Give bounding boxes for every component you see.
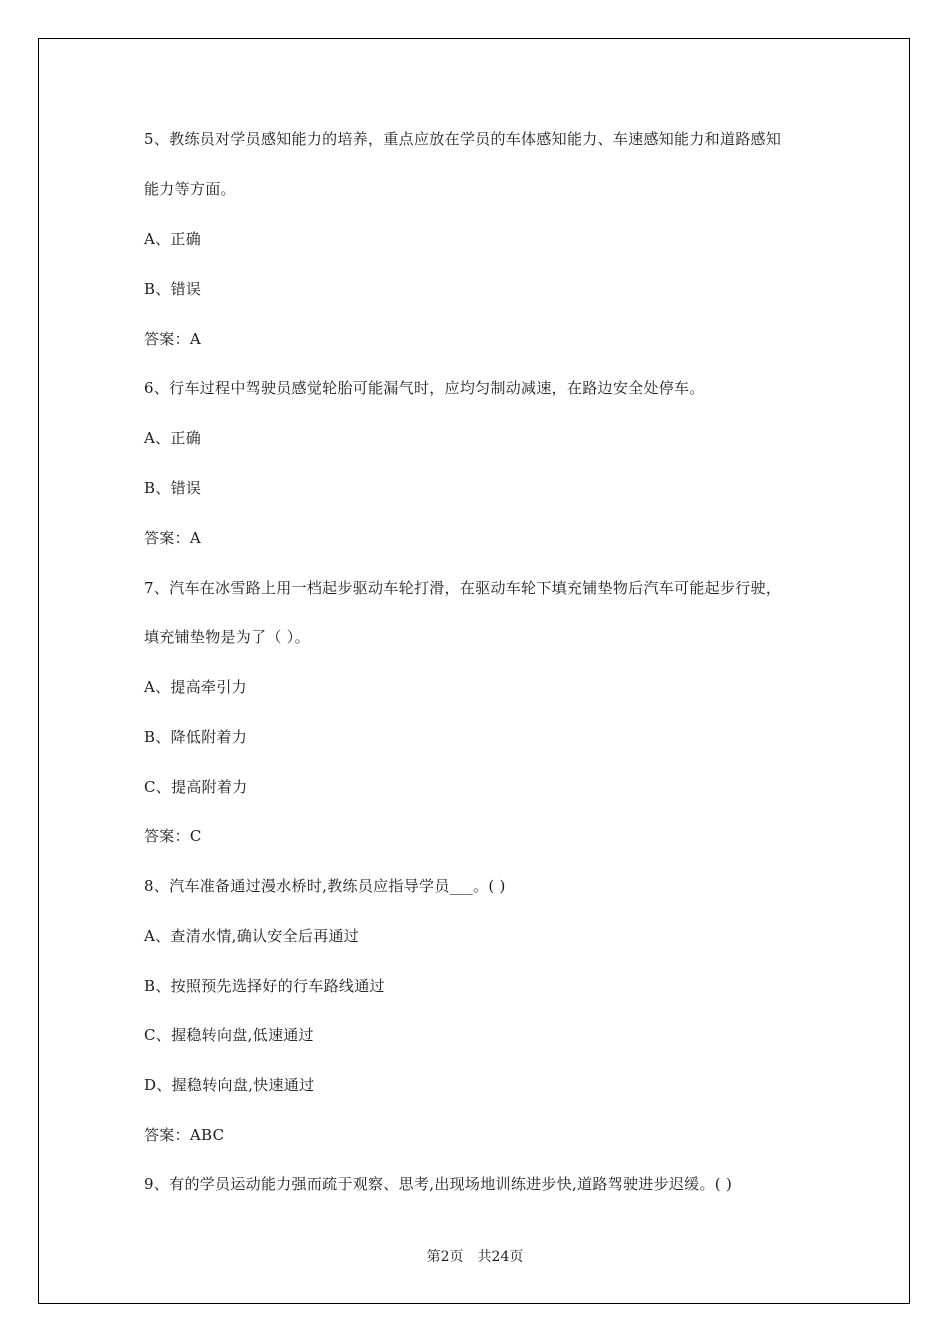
page-number: 第2页 — [426, 1249, 464, 1265]
question-7-option-a: A、提高牵引力 — [144, 678, 247, 696]
question-8-option-d: D、握稳转向盘,快速通过 — [144, 1076, 315, 1094]
question-6-option-b: B、错误 — [144, 479, 202, 497]
question-7-text-line2: 填充铺垫物是为了（ ）。 — [144, 628, 310, 646]
question-7-option-c: C、提高附着力 — [144, 778, 248, 796]
question-6-option-a: A、正确 — [144, 429, 202, 447]
question-8-answer: 答案：ABC — [144, 1126, 225, 1144]
question-7-text-line1: 7、汽车在冰雪路上用一档起步驱动车轮打滑，在驱动车轮下填充铺垫物后汽车可能起步行驶， — [144, 579, 782, 597]
question-8-option-a: A、查清水情,确认安全后再通过 — [144, 927, 360, 945]
page-border — [38, 38, 910, 1304]
page-footer — [0, 1248, 950, 1266]
question-5-answer: 答案：A — [144, 330, 202, 348]
question-5-text-line2: 能力等方面。 — [144, 180, 236, 198]
question-5-text-line1: 5、教练员对学员感知能力的培养，重点应放在学员的车体感知能力、车速感知能力和道路感知 — [144, 130, 782, 148]
question-8-option-b: B、按照预先选择好的行车路线通过 — [144, 977, 385, 995]
question-6-answer: 答案：A — [144, 529, 202, 547]
question-9-text-line1: 9、有的学员运动能力强而疏于观察、思考,出现场地训练进步快,道路驾驶进步迟缓。( ) — [144, 1175, 733, 1193]
question-8-text-line1: 8、汽车准备通过漫水桥时,教练员应指导学员___。( ) — [144, 877, 506, 895]
question-6-text-line1: 6、行车过程中驾驶员感觉轮胎可能漏气时，应均匀制动减速，在路边安全处停车。 — [144, 379, 705, 397]
page-total: 共24页 — [477, 1249, 524, 1265]
question-5-option-b: B、错误 — [144, 280, 202, 298]
question-8-option-c: C、握稳转向盘,低速通过 — [144, 1026, 314, 1044]
question-7-option-b: B、降低附着力 — [144, 728, 248, 746]
question-5-option-a: A、正确 — [144, 230, 202, 248]
question-7-answer: 答案：C — [144, 827, 202, 845]
